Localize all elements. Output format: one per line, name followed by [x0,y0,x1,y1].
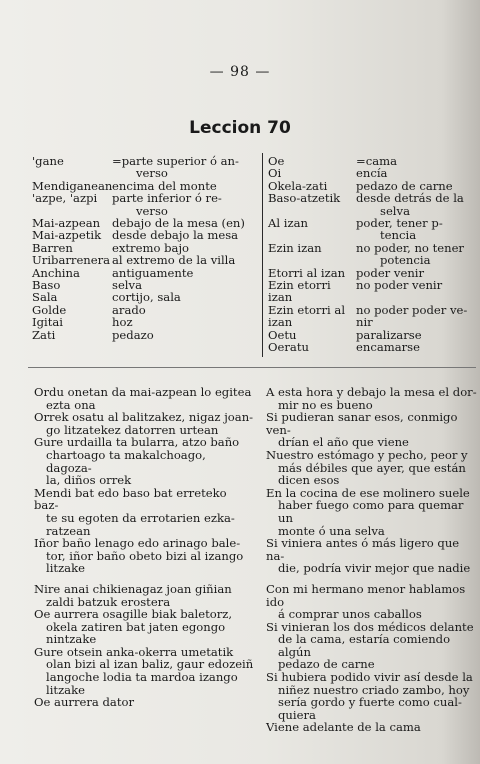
vocabulary-left-column [32,155,260,341]
vocab-definition: =cama [356,154,398,168]
vocab-term: Oetu [268,327,297,342]
sentence-line: drían el año que viene [278,435,409,450]
vocab-definition: antiguamente [112,265,194,280]
sentence-line: Oe aurrera dator [34,695,135,710]
sentence-line: okela zatiren bat jaten egongo [46,619,226,634]
vocab-definition: nir [356,315,373,330]
vocab-entry [32,267,260,279]
vocab-term: Oeratu [268,340,309,355]
vocab-term: izan [268,315,293,330]
sentence-line: nintzake [46,632,97,647]
sentence-line: dicen esos [278,473,340,488]
sentence-line: Nuestro estómago y pecho, peor y [266,447,468,462]
vocab-definition: cortijo, sala [112,290,181,305]
vocab-term [268,229,356,241]
sentence [266,537,478,575]
sentence [34,436,254,486]
sentence-line: ratzean [46,523,91,538]
sentence-line: langoche lodia ta mardoa izango [46,670,238,685]
sentence-line: de la cama, estaría comiendo algún [278,632,451,659]
sentence-line: Si viniera antes ó más ligero que na- [266,536,460,563]
vocab-definition: verso [136,203,168,218]
vocab-definition: desde debajo la mesa [112,228,239,243]
vocabulary-right-column [268,155,478,354]
sentence-line: Con mi hermano menor hablamos ido [266,581,466,609]
vocab-definition: hoz [112,315,133,330]
sentence-line: A esta hora y debajo la mesa el dor- [266,385,477,399]
sentence [266,386,478,411]
sentence-line: Mendi bat edo baso bat erreteko baz- [34,485,227,513]
sentence-line: mir no es bueno [278,397,373,412]
vocab-definition: tencia [380,228,417,243]
vocab-definition: encima del monte [112,178,217,193]
sentence-line: litzake [46,561,85,576]
sentence-line: más débiles que ayer, que están [278,460,466,475]
vocab-term: Mai-azpetik [32,228,102,243]
vocab-term [32,167,112,179]
vocab-term: Zati [32,327,56,342]
vocab-entry [268,304,478,316]
sentence [34,608,254,646]
vocab-entry [268,254,478,266]
vocab-term: Sala [32,290,58,305]
sentence [34,696,254,709]
sentence-line: Oe aurrera osagille biak baletorz, [34,607,233,622]
vocab-definition: parte inferior ó re- [112,191,222,206]
vocab-entry [268,217,478,229]
sentence-line: En la cocina de ese molinero suele [266,485,470,500]
sentence-line: quiera [278,707,316,722]
sentence-line: chartoago ta makalchoago, dagoza- [46,447,206,475]
vocab-definition: potencia [380,253,431,268]
vocab-definition: =parte superior ó an- [112,154,239,168]
sentence [34,537,254,575]
vocab-entry [268,192,478,204]
sentence [266,721,478,734]
sentence [34,583,254,608]
sentence-line: te su egoten da errotarien ezka- [46,510,235,525]
vocab-term: Baso [32,278,61,293]
vocab-term: Golde [32,302,67,317]
sentence-line: niñez nuestro criado zambo, hoy [278,682,470,697]
vocab-term: Ezin etorri izan [268,278,331,305]
sentence-line: á comprar unos caballos [278,607,422,622]
vocab-term: Oi [268,166,282,181]
vocab-term: Al izan [268,216,308,231]
sentence-line: Si vinieran los dos médicos delante [266,619,474,634]
sentence [34,411,254,436]
vocab-entry [268,242,478,254]
vocab-entry [268,341,478,353]
vocab-term: Okela-zati [268,178,328,193]
vocab-definition: encamarse [356,340,420,355]
vocab-definition: pedazo de carne [356,178,453,193]
vocab-term: 'azpe, 'azpi [32,191,98,206]
vocab-definition: poder venir [356,265,425,280]
sentence-line: Viene adelante de la cama [266,720,421,735]
vocab-term: Igitai [32,315,63,330]
sentence-line: ezta ona [46,397,96,412]
vocab-definition: selva [380,203,410,218]
vocab-term: Ezin izan [268,240,322,255]
vocab-entry [32,291,260,303]
vocab-entry [268,316,478,328]
vocab-entry [32,304,260,316]
sentence-line: Iñor baño lenago edo arinago bale- [34,536,241,551]
vocab-entry [32,229,260,241]
sentence [266,671,478,721]
sentence [266,621,478,671]
sentence-line: haber fuego como para quemar un [278,498,464,525]
vocab-definition: paralizarse [356,327,422,342]
vocab-entry [32,329,260,341]
vocab-definition: verso [136,166,168,181]
section-divider [28,367,476,368]
sentence-line: go litzatekez datorren urtean [46,422,219,437]
sentence-line: Gure otsein anka-okerra umetatik [34,644,234,659]
vocab-definition: desde detrás de la [356,191,464,206]
sentence [34,386,254,411]
vocab-term [268,254,356,266]
sentence-line: zaldi batzuk erostera [46,594,171,609]
vocab-entry [32,192,260,204]
sentence-line: die, podría vivir mejor que nadie [278,561,471,576]
sentence-line: sería gordo y fuerte como cual- [278,695,462,710]
vocab-entry [268,279,478,304]
sentence-line: monte ó una selva [278,523,385,538]
lesson-title: Leccion 70 [189,118,291,138]
vocab-entry [32,167,260,179]
sentence-line: Orrek osatu al balitzakez, nigaz joan- [34,410,254,425]
sentence [266,411,478,449]
sentence-line: Ordu onetan da mai-azpean lo egitea [34,385,252,399]
vocab-entry [32,254,260,266]
vocab-term: Ezin etorri al [268,302,346,317]
sentence-line: Si hubiera podido vivir así desde la [266,670,473,685]
vocab-definition: debajo de la mesa (en) [112,216,245,231]
vocab-definition: al extremo de la villa [112,253,236,268]
vocab-definition: encía [356,166,388,181]
sentence-line: la, diños orrek [46,473,132,488]
vocab-definition: poder, tener p- [356,216,443,231]
column-divider [262,153,263,357]
spanish-translations [266,386,478,734]
vocab-term: Mendiganean [32,178,113,193]
vocab-entry [268,167,478,179]
vocab-definition: selva [112,278,142,293]
vocab-term: Uribarrenera [32,253,111,268]
page-number: — 98 — [209,64,271,80]
vocab-definition: no poder, no tener [356,240,464,255]
sentence [34,646,254,696]
sentence-line: tor, iñor baño obeto bizi al izango [46,548,244,563]
vocab-entry [268,229,478,241]
sentence-line: olan bizi al izan baliz, gaur edozeiñ [46,657,254,672]
sentence-line: Nire anai chikienagaz joan giñian [34,581,232,596]
sentence [266,449,478,487]
basque-sentences [34,386,254,709]
vocab-term: Etorri al izan [268,265,346,280]
vocab-definition: no poder poder ve- [356,302,468,317]
sentence [266,487,478,537]
vocab-definition: extremo bajo [112,240,190,255]
vocab-term: Anchina [32,265,80,280]
vocab-term: Oe [268,154,285,168]
vocab-term: Mai-azpean [32,216,101,231]
vocab-term: 'gane [32,154,64,168]
sentence-line: Si pudieran sanar esos, conmigo ven- [266,410,458,437]
sentence [34,487,254,537]
vocab-definition: pedazo [112,327,154,342]
vocab-entry [32,316,260,328]
vocab-term: Barren [32,240,73,255]
sentence-line: pedazo de carne [278,657,375,672]
vocab-term: Baso-atzetik [268,191,341,206]
sentence [266,583,478,621]
vocab-definition: arado [112,302,146,317]
sentence-line: litzake [46,682,85,697]
sentence-line: Gure urdaillа ta bularra, atzo baño [34,435,240,450]
vocab-definition: no poder venir [356,278,443,293]
